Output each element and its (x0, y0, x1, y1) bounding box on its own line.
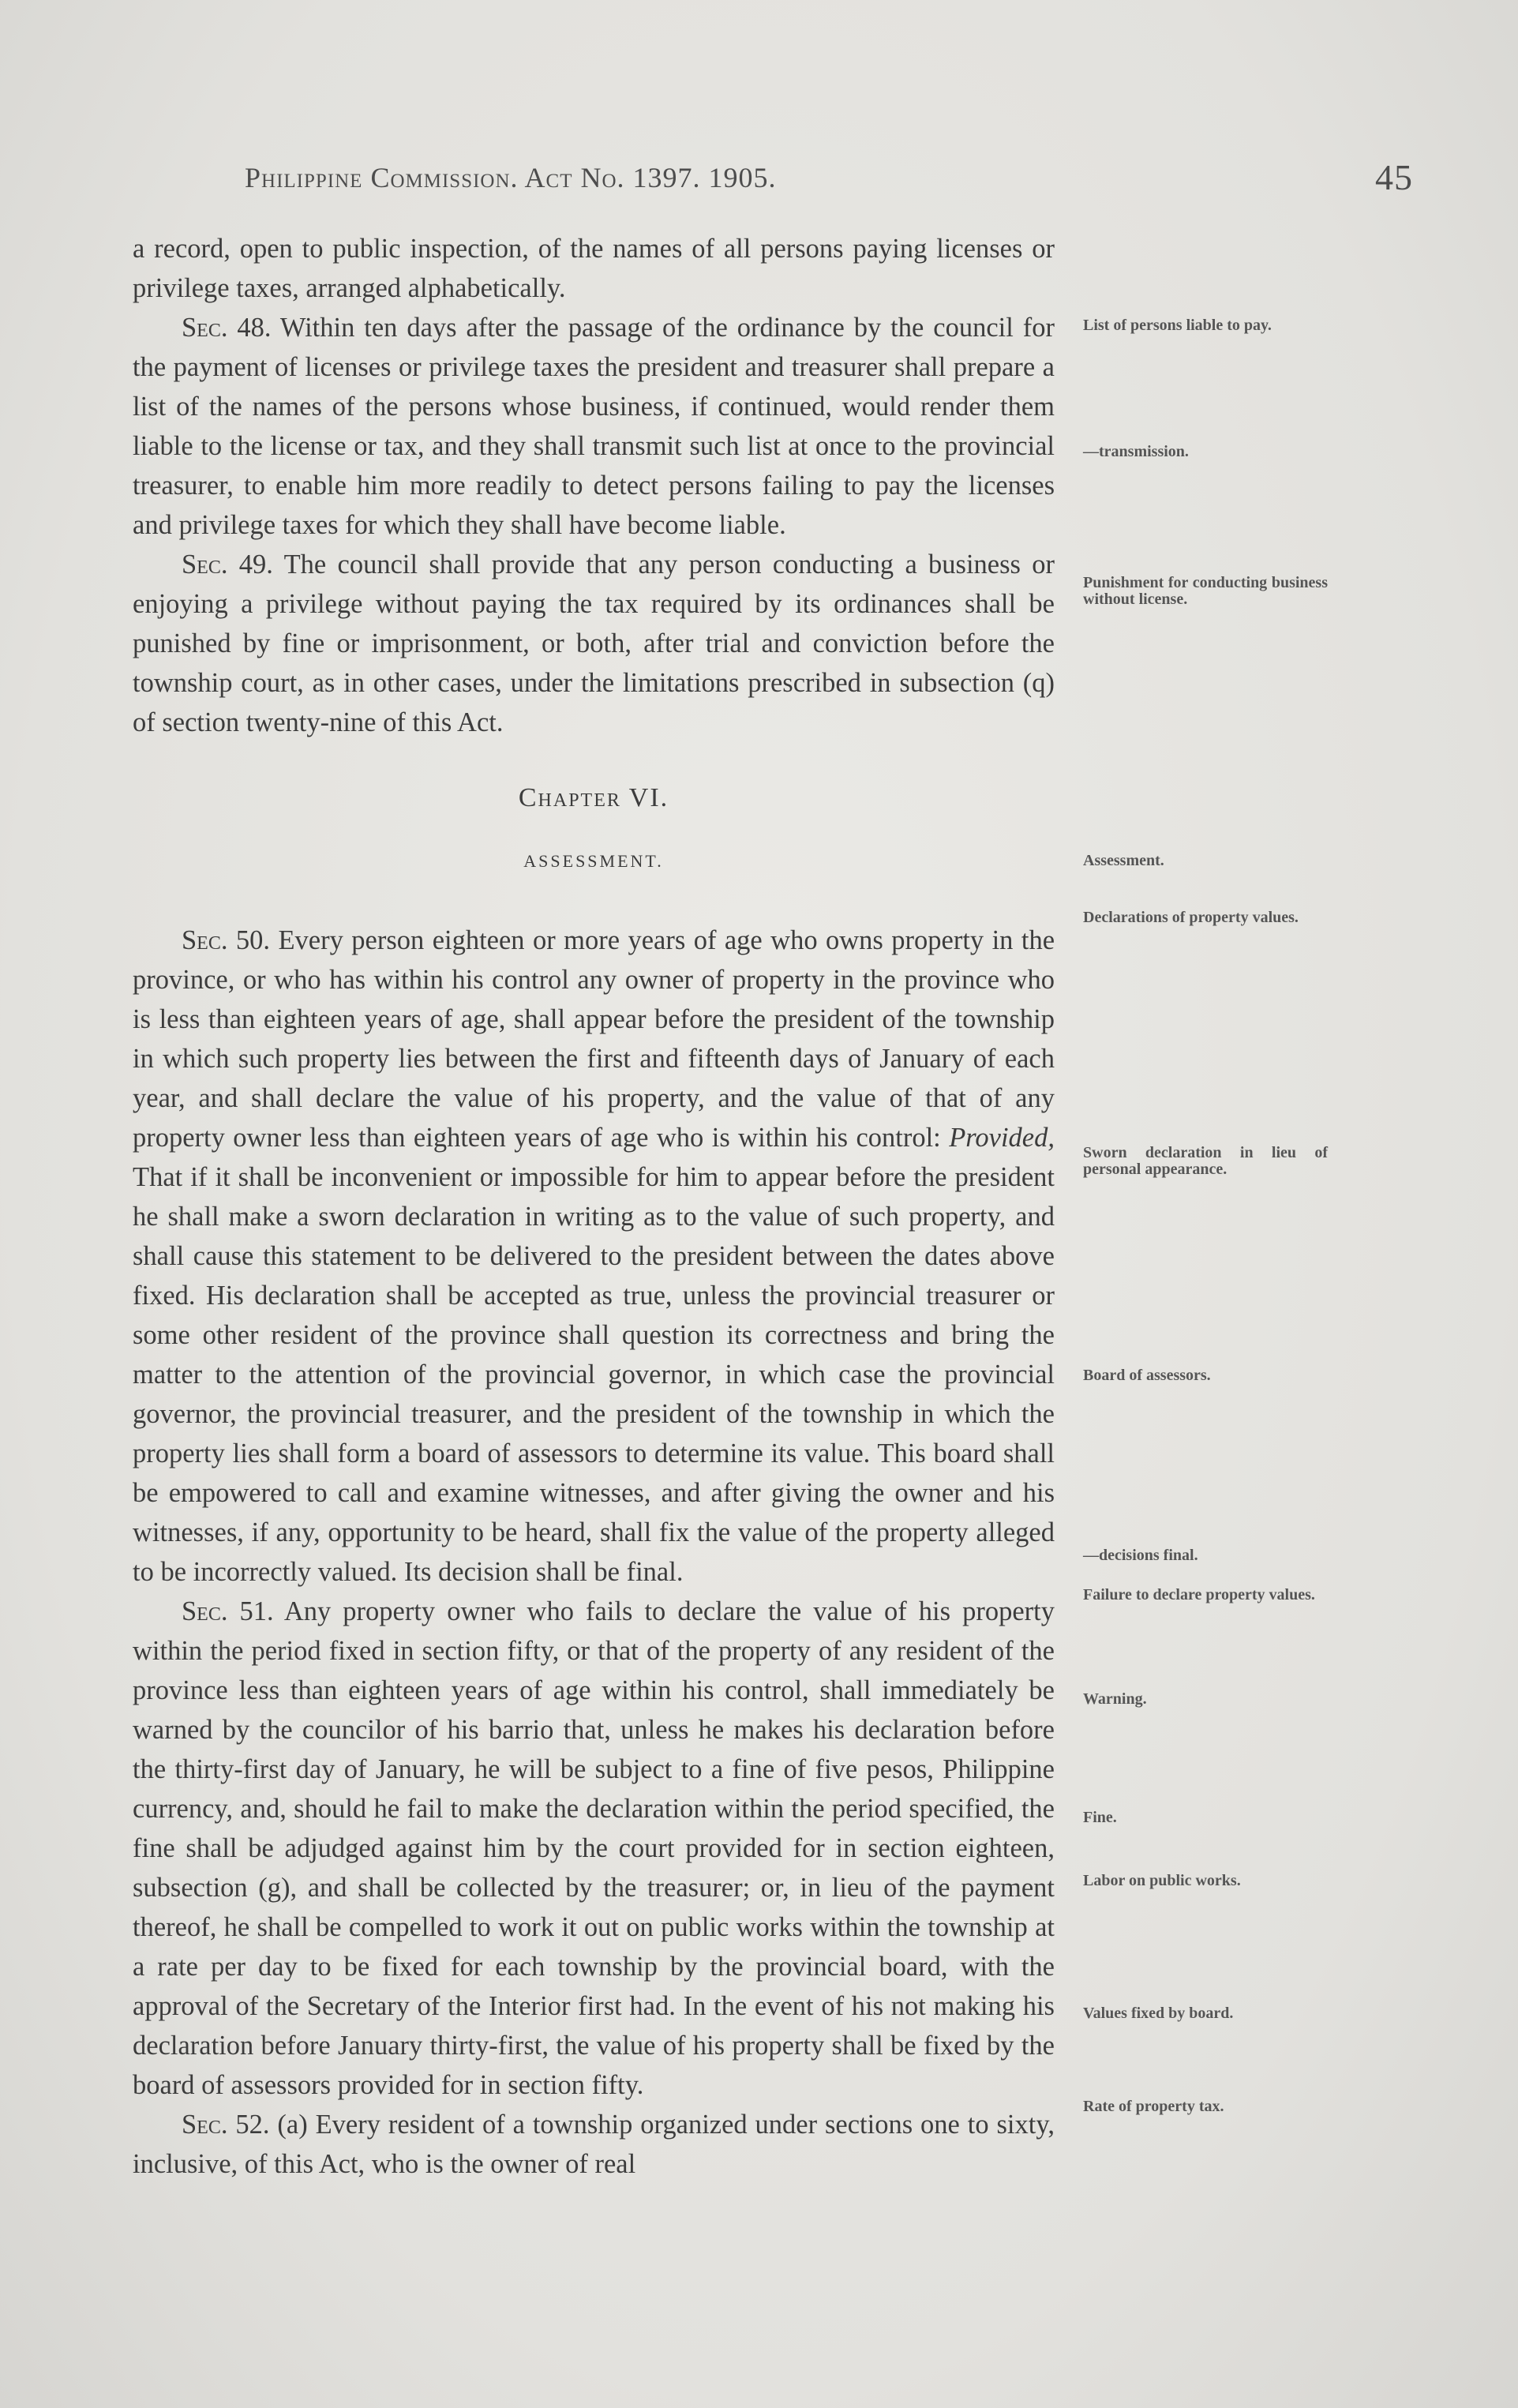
section-label: Sec. 48. (182, 313, 272, 343)
margin-note: Labor on public works. (1083, 1872, 1241, 1889)
section-51 (133, 1592, 1055, 2105)
chapter-heading: Chapter VI. (518, 783, 669, 812)
section-text: Within ten days after the passage of the ordinance by the council for the payment of licenses or privilege taxes the president and treasurer shall prepare a list of the names of the persons whose business, if continued, would render them liable to the license or tax, and they shall transmit such list at once to the provincial treasurer, to enable him more readily to detect persons failing to pay the licenses and privilege taxes for which they shall have become liable. (133, 313, 1055, 540)
main-text-column (133, 229, 1055, 2184)
section-label: Sec. 49. (182, 549, 273, 579)
section-48 (133, 308, 1055, 545)
margin-note: Assessment. (1083, 852, 1164, 869)
margin-note: —transmission. (1083, 443, 1189, 460)
section-label: Sec. 50. (182, 925, 271, 955)
page-number: 45 (1375, 157, 1413, 197)
running-head: Philippine Commission. Act No. 1397. 1905. (245, 162, 777, 193)
margin-note: Punishment for conducting business without license. (1083, 574, 1328, 608)
margin-note: Values fixed by board. (1083, 2005, 1234, 2022)
section-text: (a) Every resident of a township organized under sections one to sixty, inclusive, of this Act, who is the owner of real (133, 2110, 1055, 2179)
margin-note: List of persons liable to pay. (1083, 317, 1272, 334)
section-label: Sec. 51. (182, 1596, 274, 1626)
margin-note: Warning. (1083, 1690, 1147, 1708)
margin-note: —decisions final. (1083, 1547, 1198, 1564)
paragraph-continuation: a record, open to public inspection, of the names of all persons paying licenses or privilege taxes, arranged alphabetically. (133, 234, 1055, 303)
section-52 (133, 2105, 1055, 2184)
section-text: Any property owner who fails to declare the value of his property within the period fixed in section fifty, or that of the property of any resident of the province less than eighteen years of age within his control, shall immediately be warned by the councilor of his barrio that, unless he makes his declaration before the thirty-first day of January, he will be subject to a fine of five pesos, Philippine currency, and, should he fail to make the declaration within the period specified, the fine shall be adjudged against him by the court provided for in section eighteen, subsection (g), and shall be collected by the treasurer; or, in lieu of the payment thereof, he shall be compelled to work it out on public works within the township at a rate per day to be fixed for each township by the provincial board, with the approval of the Secretary of the Interior first had. In the event of his not making his declaration before January thirty-first, the value of his property shall be fixed by the board of assessors provided for in section fifty. (133, 1596, 1055, 2100)
section-50 (133, 921, 1055, 1592)
margin-note: Rate of property tax. (1083, 2098, 1224, 2115)
margin-note: Failure to declare property values. (1083, 1586, 1315, 1603)
section-text: Every person eighteen or more years of age who owns property in the province, or who has within his control any owner of property in the province who is less than eighteen years of age, shall appear before the president of the township in which such property lies between the first and fifteenth days of January of each year, and shall declare the value of his property, and the value of that of any property owner less than eighteen years of age who is within his control: (133, 925, 1055, 1153)
provided-term: Provided, (949, 1123, 1055, 1153)
margin-note: Sworn declaration in lieu of personal appearance. (1083, 1144, 1328, 1178)
section-label: Sec. 52. (182, 2110, 270, 2140)
section-text: The council shall provide that any person conducting a business or enjoying a privilege without paying the tax required by its ordinances shall be punished by fine or imprisonment, or both, after trial and conviction before the township court, as in other cases, under the limitations prescribed in subsection (q) of section twenty-nine of this Act. (133, 549, 1055, 737)
chapter-subheading: ASSESSMENT. (523, 851, 664, 871)
margin-note: Fine. (1083, 1809, 1117, 1826)
margin-note: Board of assessors. (1083, 1367, 1211, 1384)
margin-note: Declarations of property values. (1083, 909, 1299, 926)
section-49 (133, 545, 1055, 742)
section-text: That if it shall be inconvenient or impossible for him to appear before the president he shall make a sworn declaration in writing as to the value of such property, and shall cause this statement to be delivered to the president between the dates above fixed. His declaration shall be accepted as true, unless the provincial treasurer or some other resident of the province shall question its correctness and bring the matter to the attention of the provincial governor, in which case the provincial governor, the provincial treasurer, and the president of the township in which the property lies shall form a board of assessors to determine its value. This board shall be empowered to call and examine witnesses, and after giving the owner and his witnesses, if any, opportunity to be heard, shall fix the value of the property alleged to be incorrectly valued. Its decision shall be final. (133, 1162, 1055, 1587)
